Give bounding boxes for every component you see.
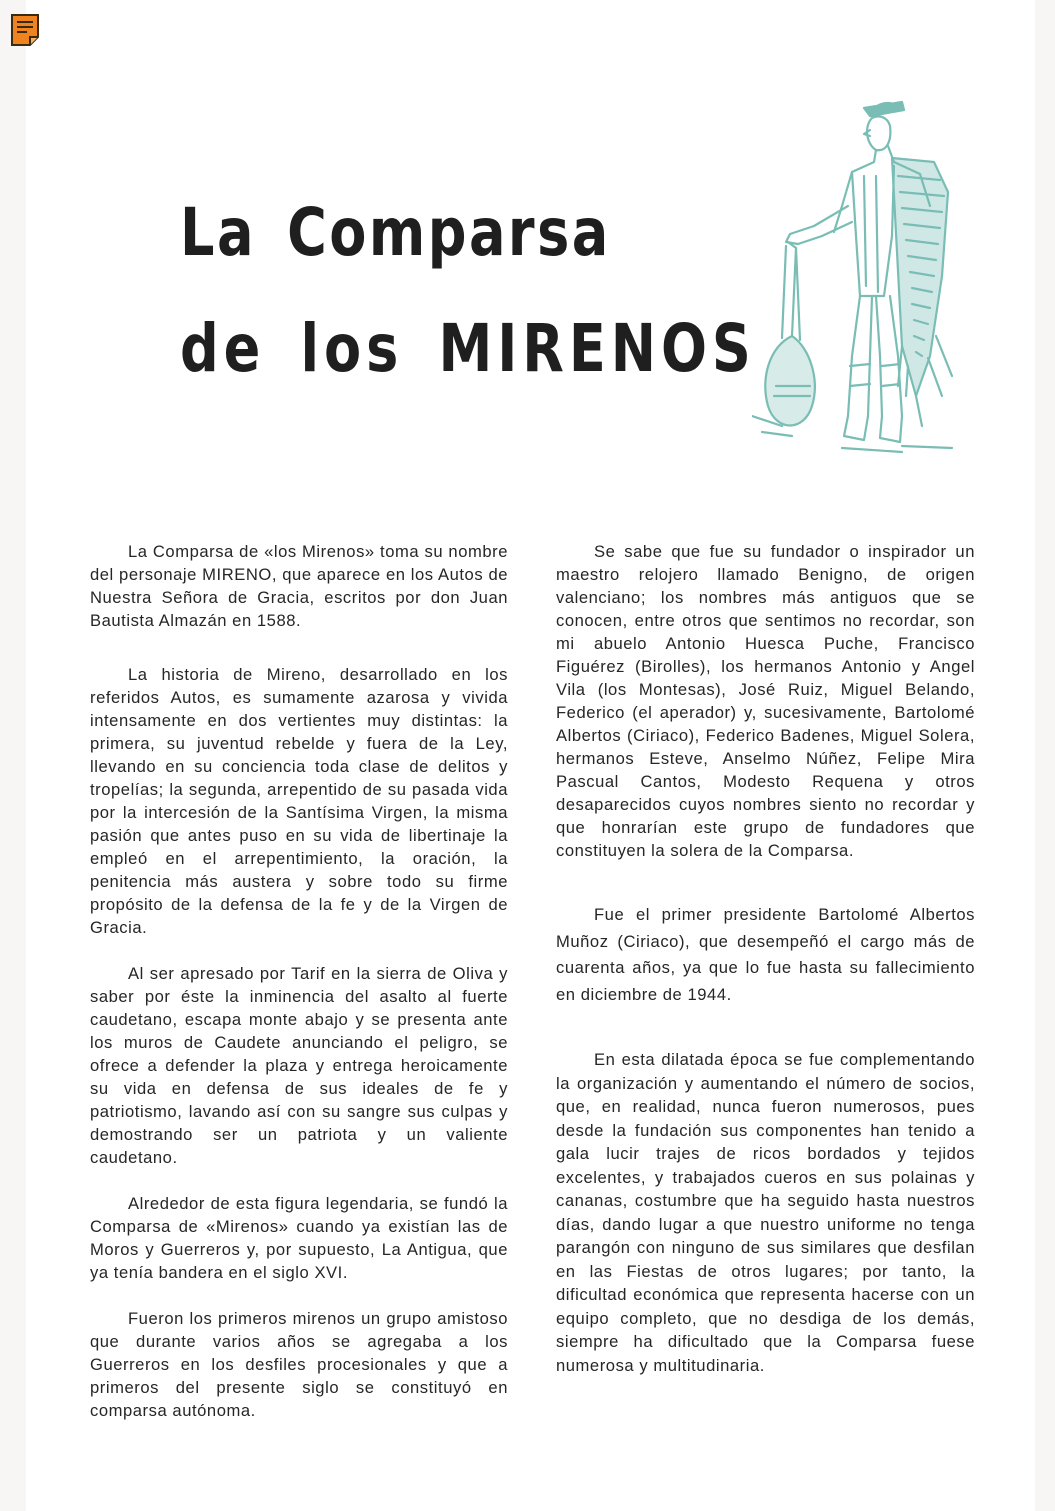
- title-line-1: La Comparsa: [180, 194, 611, 271]
- title-line-2: de los MIRENOS: [180, 310, 756, 387]
- left-column: [90, 540, 508, 1422]
- document-icon[interactable]: [10, 13, 42, 47]
- paragraph: Fueron los primeros mirenos un grupo amistoso que durante varios años se agregaba a los Guerreros en los desfiles procesionales y que a primeros del presente siglo se constituyó en comparsa autónoma.: [90, 1309, 508, 1420]
- paragraph: La historia de Mireno, desarrollado en los referidos Autos, es sumamente azarosa y vivida intensamente en dos vertientes muy distintas: la primera, su juventud rebelde y fuera de la Ley, llevando en su conciencia toda clase de delitos y tropelías; la segunda, arrepentido de su pasada vida por la intercesión de la Santísima Virgen, la misma pasión que antes puso en su vida de libertinaje la empleó en el arrepentimiento, la oración, la penitencia más austera y sobre todo su firme propósito de la defensa de la fe y de la Virgen de Gracia.: [90, 665, 508, 937]
- right-column: [556, 540, 975, 1377]
- paragraph: En esta dilatada época se fue complementando la organización y aumentando el número de socios, que, en realidad, nunca fueron numerosos, pues desde la fundación sus componentes han tenido a gala lucir trajes de ricos bordados y tejidos excelentes, y trabajados cueros en sus polainas y cananas, costumbre que ha seguido hasta nuestros días, dando lugar a que nuestro uniforme no tenga parangón con ninguno de sus similares que desfilan en las Fiestas de otros lugares; por tanto, la dificultad económica que representa hacerse con un equipo completo, que no desdiga de los demás, siempre ha dificultado que la Comparsa fuese numerosa y multitudinaria.: [556, 1050, 975, 1375]
- paragraph: Alrededor de esta figura legendaria, se fundó la Comparsa de «Mirenos» cuando ya existían las de Moros y Guerreros y, por supuesto, La Antigua, que ya tenía bandera en el siglo XVI.: [90, 1194, 508, 1282]
- paragraph: La Comparsa de «los Mirenos» toma su nombre del personaje MIRENO, que aparece en los Autos de Nuestra Señora de Gracia, escritos por don Juan Bautista Almazán en 1588.: [90, 542, 508, 630]
- paragraph: Al ser apresado por Tarif en la sierra de Oliva y saber por éste la inminencia del asalto al fuerte caudetano, escapa monte abajo y se presenta ante los muros de Caudete anunciando el peligro, se ofrece a defender la plaza y entrega heroicamente su vida en defensa de sus ideales de fe y patriotismo, lavando así con su sangre sus culpas y demostrando ser un patriota y un valiente caudetano.: [90, 964, 508, 1167]
- paragraph: Fue el primer presidente Bartolomé Albertos Muñoz (Ciriaco), que desempeñó el cargo más de cuarenta años, ya que lo fue hasta su fallecimiento en diciembre de 1944.: [556, 905, 975, 1004]
- mireno-figure: [752, 96, 962, 456]
- paragraph: Se sabe que fue su fundador o inspirador un maestro relojero llamado Benigno, de origen valenciano; los nombres más antiguos que se conocen, entre otros que sentimos no recordar, son mi abuelo Antonio Huesca Puche, Francisco Figuérez (Birolles), los hermanos Antonio y Angel Vila (los Montesas), José Ruiz, Miguel Belando, Federico (el aperador) y, sucesivamente, Bartolomé Albertos (Ciriaco), Federico Badenes, Miguel Solera, hermanos Esteve, Anselmo Núñez, Felipe Mira Pascual Cantos, Modesto Requena y otros desaparecidos cuyos nombres siento no recordar y que honrarían este grupo de fundadores que constituyen la solera de la Comparsa.: [556, 542, 975, 860]
